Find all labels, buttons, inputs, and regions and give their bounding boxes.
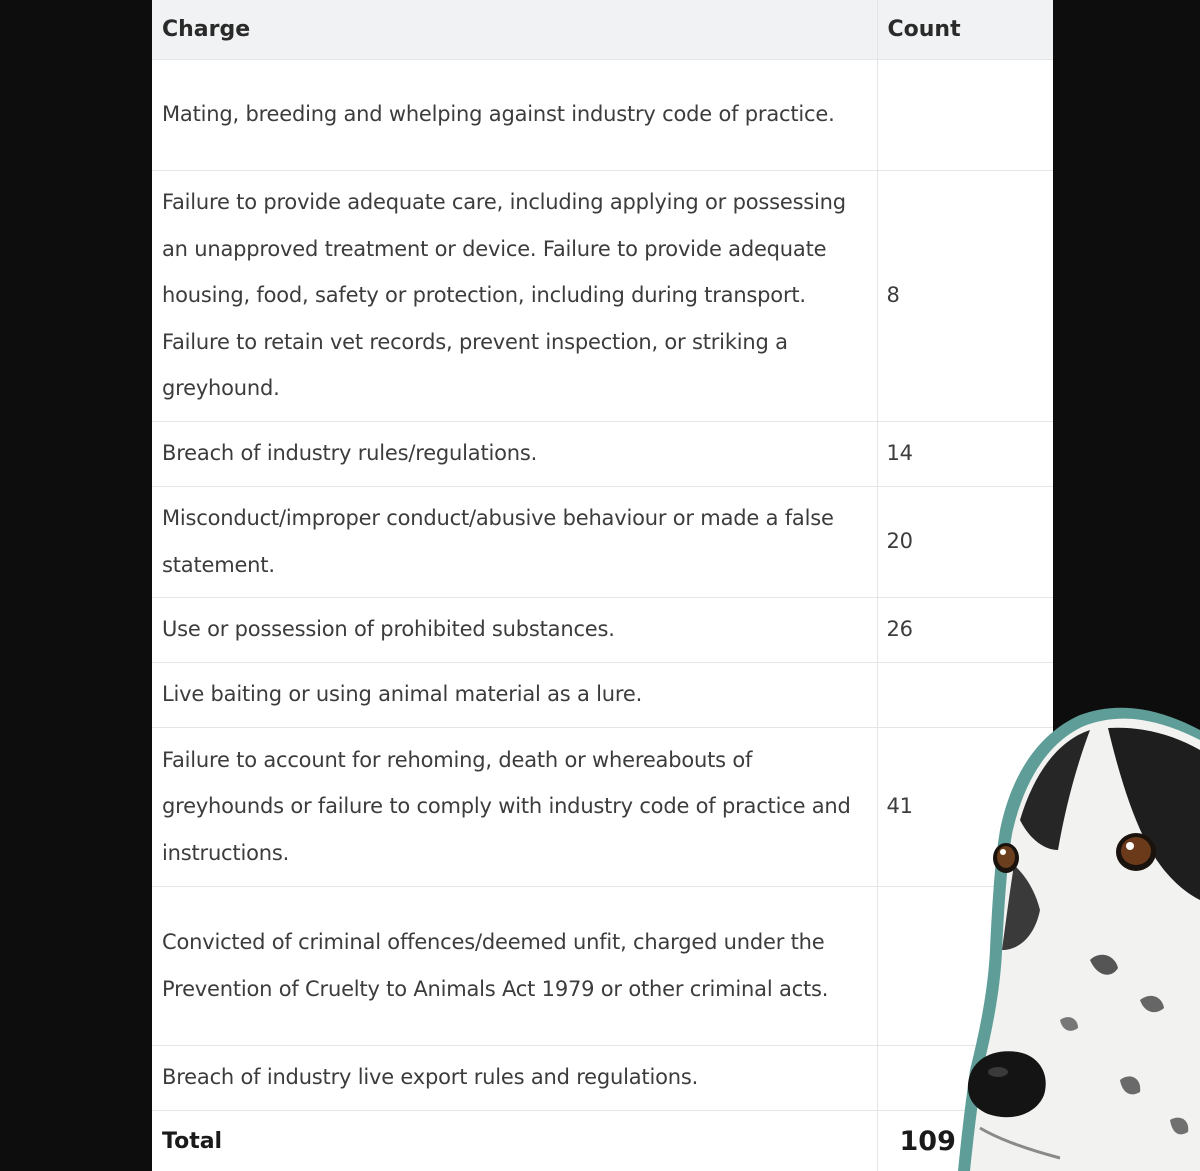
table-row <box>152 170 1053 421</box>
charge-cell: Convicted of criminal offences/deemed unfit, charged under the Prevention of Cruelty to Animals Act 1979 or other criminal acts. <box>152 886 877 1045</box>
count-cell <box>877 59 1053 170</box>
table-row <box>152 727 1053 886</box>
table-row <box>152 486 1053 597</box>
table-row <box>152 597 1053 662</box>
charges-table <box>152 0 1053 1171</box>
count-cell: 26 <box>877 597 1053 662</box>
charge-cell: Failure to provide adequate care, including applying or possessing an unapproved treatment or device. Failure to provide adequate housing, food, safety or protection, including during transport. Failure to retain vet records, prevent inspection, or striking a greyhound. <box>152 170 877 421</box>
total-row <box>152 1110 1053 1171</box>
count-cell: 14 <box>877 421 1053 486</box>
table-row <box>152 421 1053 486</box>
charge-column-header: Charge <box>152 0 877 59</box>
count-cell: 8 <box>877 170 1053 421</box>
total-label: Total <box>162 1128 223 1154</box>
charge-cell: Failure to account for rehoming, death or whereabouts of greyhounds or failure to comply with industry code of practice and instructions. <box>152 727 877 886</box>
charge-cell: Breach of industry live export rules and regulations. <box>152 1045 877 1110</box>
charge-cell: Misconduct/improper conduct/abusive behaviour or made a false statement. <box>152 486 877 597</box>
charge-cell: Breach of industry rules/regulations. <box>152 421 877 486</box>
count-cell: 20 <box>877 486 1053 597</box>
charge-cell: Use or possession of prohibited substances. <box>152 597 877 662</box>
count-cell: 41 <box>877 727 1053 886</box>
count-column-header: Count <box>877 0 1053 59</box>
table-row <box>152 59 1053 170</box>
charge-cell: Mating, breeding and whelping against industry code of practice. <box>152 59 877 170</box>
charge-cell: Live baiting or using animal material as a lure. <box>152 662 877 727</box>
table-header-row <box>152 0 1053 59</box>
table-row <box>152 662 1053 727</box>
greyhound-photo-sticker-icon <box>940 700 1200 1171</box>
table-row <box>152 1045 1053 1110</box>
table-row <box>152 886 1053 1045</box>
total-value: 109 <box>877 1110 1053 1171</box>
